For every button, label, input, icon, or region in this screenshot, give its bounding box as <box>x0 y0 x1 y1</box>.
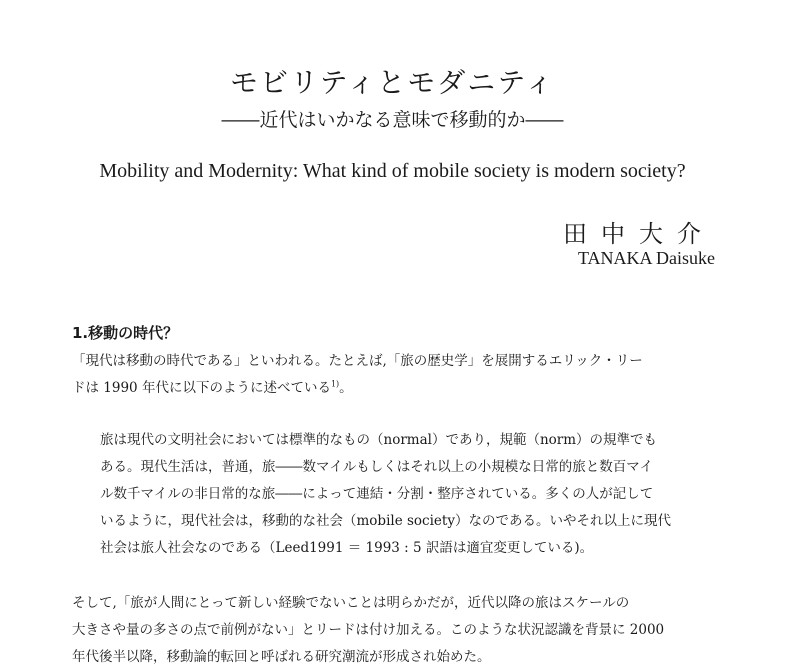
block-quote <box>100 427 720 562</box>
author-name-japanese: 田中大介 <box>563 220 715 248</box>
quote-line: いるように，現代社会は，移動的な社会（mobile society）なのである。いやそれ以上に現代 <box>100 513 671 529</box>
english-title: Mobility and Modernity: What kind of mobile society is modern society? <box>99 160 686 182</box>
paragraph-line: 大きさや量の多さの点で前例がない」とリードは付け加える。このような状況認識を背景に 2000 <box>72 622 665 638</box>
quote-line: ル数千マイルの非日常的な旅――によって連結・分割・整序されている。多くの人が記して <box>100 486 654 502</box>
quote-line: 社会は旅人社会なのである（Leed1991 ＝ 1993 : 5 訳語は適宜変更している)。 <box>100 540 594 556</box>
intro-paragraph <box>72 348 722 402</box>
author-name-english: TANAKA Daisuke <box>577 248 715 268</box>
footnote-marker: 1) <box>330 379 340 389</box>
paragraph-line: 「現代は移動の時代である」といわれる。たとえば,「旅の歴史学」を展開するエリック・リー <box>72 353 643 369</box>
paper-title: モビリティとモダニティ <box>230 66 555 99</box>
paper-subtitle: ――近代はいかなる意味で移動的か―― <box>221 109 564 131</box>
paragraph-line: 年代後半以降，移動論的転回と呼ばれる研究潮流が形成され始めた。 <box>72 649 491 665</box>
paragraph-line: そして,「旅が人間にとって新しい経験でないことは明らかだが，近代以降の旅はスケールの <box>72 595 630 611</box>
paragraph-text: 。 <box>339 380 353 396</box>
body-paragraph <box>72 590 722 671</box>
section-heading: 1.移動の時代？ <box>72 324 179 342</box>
paragraph-text: ドは 1990 年代に以下のように述べている <box>72 380 331 396</box>
quote-line: ある。現代生活は，普通，旅――数マイルもしくはそれ以上の小規模な日常的旅と数百マイ <box>100 459 653 475</box>
paragraph-line <box>72 375 722 402</box>
quote-line: 旅は現代の文明社会においては標準的なもの（normal）であり，規範（norm）の規準でも <box>100 432 658 448</box>
